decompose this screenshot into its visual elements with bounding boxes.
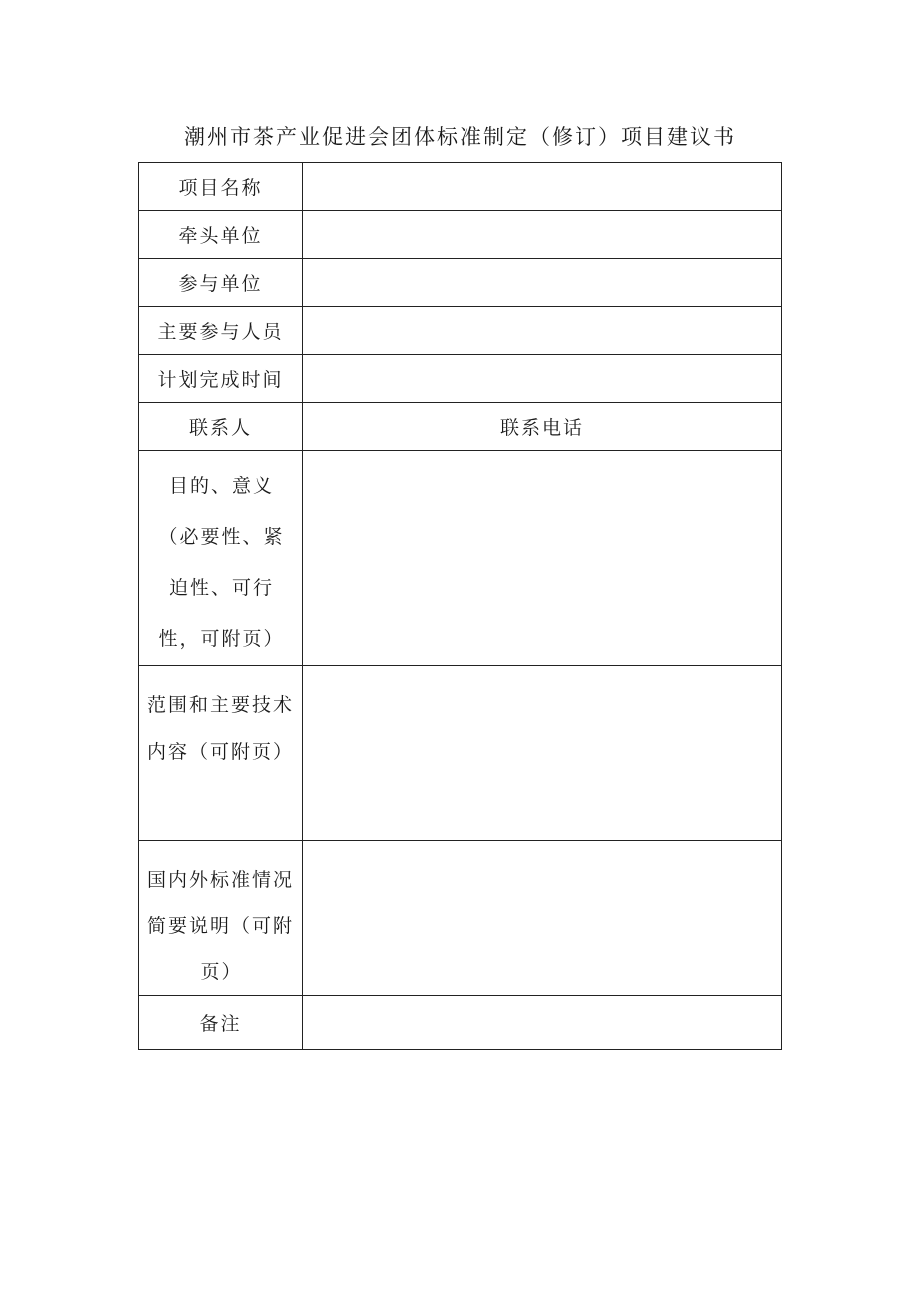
lead-unit-label: 牵头单位 [139, 211, 303, 259]
purpose-label-line: 目的、意义 [168, 475, 274, 497]
row-purpose [139, 451, 782, 666]
purpose-label-line: （必要性、紧 [158, 526, 285, 548]
remarks-label: 备注 [139, 996, 303, 1050]
row-planned-completion [139, 355, 782, 403]
participating-units-field[interactable] [303, 259, 782, 307]
planned-completion-label: 计划完成时间 [139, 355, 303, 403]
row-lead-unit [139, 211, 782, 259]
intl-standards-label-line: 国内外标准情况 [147, 869, 295, 891]
purpose-field[interactable] [303, 451, 782, 666]
row-main-participants [139, 307, 782, 355]
scope-label-line: 范围和主要技术 [147, 694, 295, 716]
purpose-label [139, 451, 303, 666]
row-contact [139, 403, 782, 451]
intl-standards-label-line: 简要说明（可附 [147, 915, 295, 937]
row-remarks [139, 996, 782, 1050]
proposal-form-table [138, 162, 782, 1050]
row-intl-standards [139, 841, 782, 996]
scope-label [139, 666, 303, 841]
contact-person-label[interactable]: 联系人 [139, 403, 303, 451]
intl-standards-field[interactable] [303, 841, 782, 996]
project-name-field[interactable] [303, 163, 782, 211]
scope-label-line: 内容（可附页） [147, 741, 295, 763]
document-title: 潮州市茶产业促进会团体标准制定（修订）项目建议书 [184, 125, 736, 149]
row-scope [139, 666, 782, 841]
planned-completion-field[interactable] [303, 355, 782, 403]
intl-standards-label [139, 841, 303, 996]
purpose-label-line: 迫性、可行 [168, 577, 274, 599]
intl-standards-label-line: 页） [200, 961, 243, 983]
contact-phone-label[interactable]: 联系电话 [303, 403, 782, 451]
purpose-label-line: 性，可附页） [158, 628, 285, 650]
project-name-label: 项目名称 [139, 163, 303, 211]
row-participating-units [139, 259, 782, 307]
main-participants-label: 主要参与人员 [139, 307, 303, 355]
main-participants-field[interactable] [303, 307, 782, 355]
row-project-name [139, 163, 782, 211]
remarks-field[interactable] [303, 996, 782, 1050]
scope-field[interactable] [303, 666, 782, 841]
participating-units-label: 参与单位 [139, 259, 303, 307]
lead-unit-field[interactable] [303, 211, 782, 259]
